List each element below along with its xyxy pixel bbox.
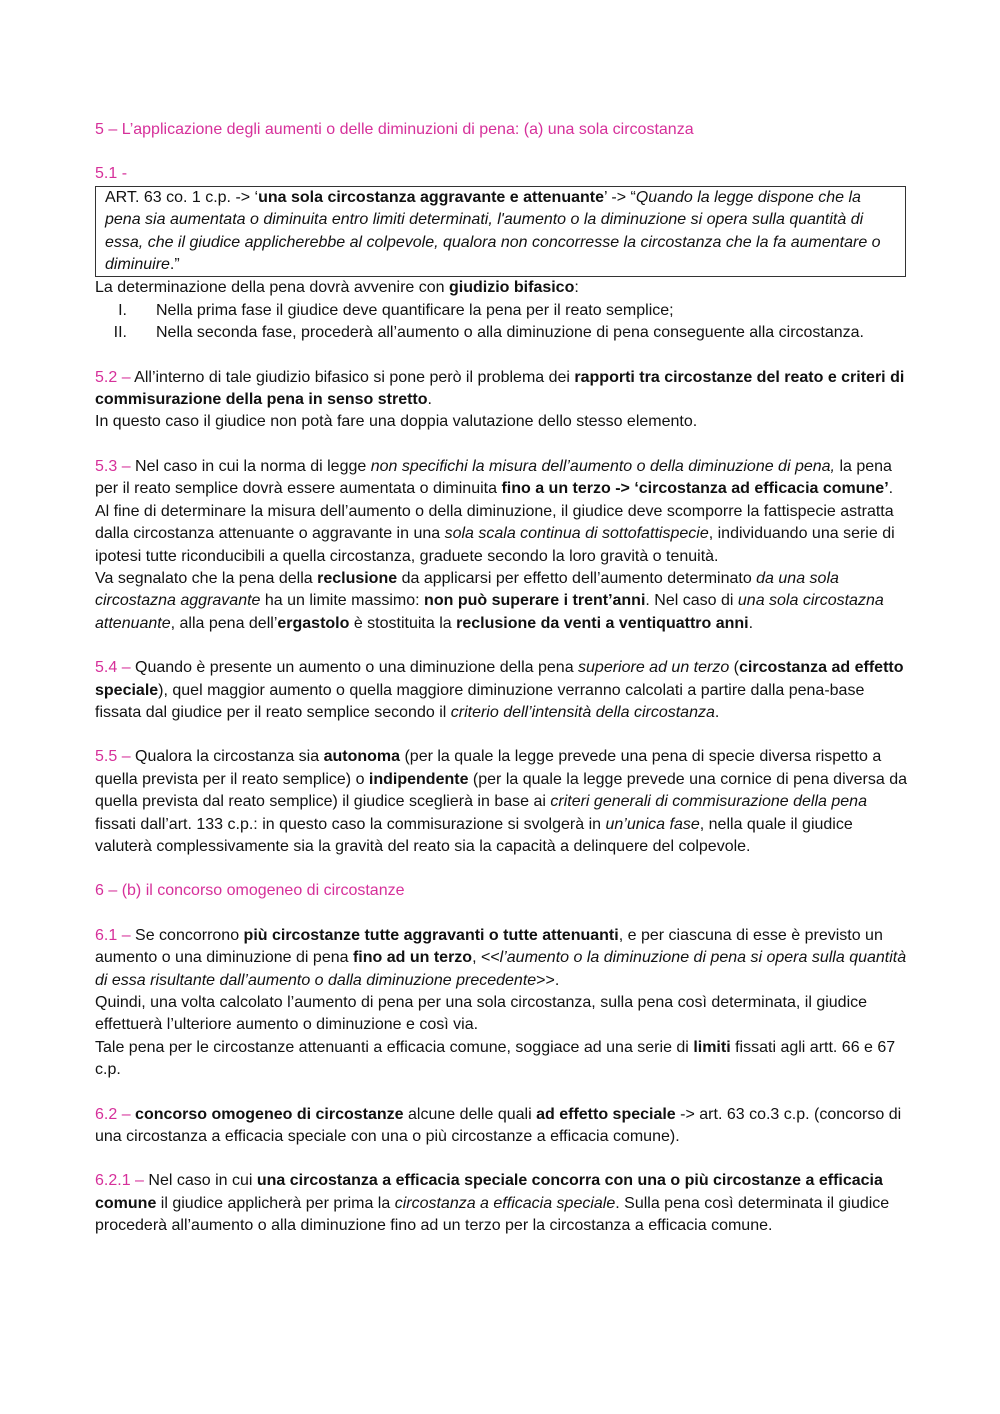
- list-item: I. Nella prima fase il giudice deve quantificare la pena per il reato semplice;: [118, 301, 674, 319]
- bifasico-paragraph: La determinazione della pena dovrà avvenire con giudizio bifasico:: [95, 279, 579, 297]
- box-text: .”: [169, 256, 180, 274]
- section-label: 6.1 –: [95, 926, 131, 944]
- box-bold: una sola circostanza aggravante e attenuante: [258, 188, 604, 206]
- section-6-1-paragraph: 6.1 – Se concorrono più circostanze tutte aggravanti o tutte attenuanti, e per ciascuna di esse è previsto un aumento o una diminuzione di pena fino ad un terzo, <<l’aumento o la diminuzione di pena si opera sulla quantità di essa risultante dall’aumento o dalla diminuzione precedente>>.: [95, 926, 907, 989]
- section-5-3-paragraph: 5.3 – Nel caso in cui la norma di legge non specifichi la misura dell’aumento o della diminuzione di pena, la pena per il reato semplice dovrà essere aumentata o diminuita fino a un terzo -> ‘circostanza ad efficacia comune’.: [95, 457, 894, 498]
- list-item: II. Nella seconda fase, procederà all’aumento o alla diminuzione di pena conseguente alla circostanza.: [113, 324, 864, 342]
- section-5-3-paragraph-2: Al fine di determinare la misura dell’aumento o della diminuzione, il giudice deve scomporre la fattispecie astratta dalla circostanza attenuante o aggravante in una sola scala continua di sottofattispecie, individuando una serie di ipotesi tutte riconducibili a quella circostanza, graduete secondo la loro gravità o tenuità.: [95, 502, 895, 565]
- section-label: 6.2 –: [95, 1105, 131, 1123]
- section-label: 5.3 –: [95, 457, 131, 475]
- section-6-1-paragraph-3: Tale pena per le circostanze attenuanti a efficacia comune, soggiace ad una serie di limiti fissati agli artt. 66 e 67 c.p.: [95, 1038, 896, 1079]
- section-5-3-paragraph-3: Va segnalato che la pena della reclusione da applicarsi per effetto dell’aumento determinato da una sola circostazna aggravante ha un limite massimo: non può superare i trent’anni. Nel caso di una sola circostazna attenuante, alla pena dell’ergastolo è stostituita la reclusione da venti a ventiquattro anni.: [95, 569, 884, 632]
- section-5-heading: 5 – L’applicazione degli aumenti o delle diminuzioni di pena: (a) una sola circostanza: [95, 121, 694, 138]
- section-label: 5.2 –: [95, 368, 131, 386]
- box-text: ’ -> “: [604, 188, 636, 206]
- phase-list: [95, 300, 907, 345]
- section-label: 5.5 –: [95, 748, 131, 766]
- section-6-heading: 6 – (b) il concorso omogeneo di circostanze: [95, 882, 405, 900]
- section-5-5-paragraph: 5.5 – Qualora la circostanza sia autonoma (per la quale la legge prevede una pena di specie diversa rispetto a quella prevista per il reato semplice) o indipendente (per la quale la legge prevede una cornice di pena diversa da quella prevista dal reato semplice) il giudice sceglierà in base ai criteri generali di commisurazione della pena fissati dall’art. 133 c.p.: in questo caso la commisurazione si svolgerà in un’unica fase, nella quale il giudice valuterà complessivamente sia la gravità del reato sia la capacità a delinquere del colpevole.: [95, 748, 907, 855]
- section-label: 5.4 –: [95, 659, 131, 677]
- document-page: [95, 119, 907, 1238]
- box-text: ART. 63 co. 1 c.p. -> ‘: [105, 188, 259, 206]
- section-5-1-label: 5.1 -: [95, 165, 128, 183]
- section-6-2-paragraph: 6.2 – concorso omogeneo di circostanze alcune delle quali ad effetto speciale -> art. 63 co.3 c.p. (concorso di una circostanza a efficacia speciale con una o più circostanze a efficacia comune).: [95, 1105, 902, 1146]
- article-63-box: [95, 186, 906, 278]
- section-6-1-paragraph-2: Quindi, una volta calcolato l’aumento di pena per una sola circostanza, sulla pena così determinata, il giudice effettuerà l’ulteriore aumento o diminuzione e così via.: [95, 994, 868, 1034]
- section-5-2-paragraph-2: In questo caso il giudice non potà fare una doppia valutazione dello stesso elemento.: [95, 413, 698, 431]
- section-5-2-paragraph: 5.2 – All’interno di tale giudizio bifasico si pone però il problema dei rapporti tra circostanze del reato e criteri di commisurazione della pena in senso stretto.: [95, 368, 905, 409]
- section-5-4-paragraph: 5.4 – Quando è presente un aumento o una diminuzione della pena superiore ad un terzo (circostanza ad effetto speciale), quel maggior aumento o quella maggiore diminuzione verranno calcolati a partire dalla pena-base fissata dal giudice per il reato semplice secondo il criterio dell’intensità della circostanza.: [95, 659, 904, 721]
- box-quote: Quando la legge dispone che la pena sia aumentata o diminuita entro limiti determinati, l'aumento o la diminuzione si opera sulla quantità di essa, che il giudice applicherebbe al colpevole, qualora non concorresse la circostanza che la fa aumentare o diminuire: [105, 188, 881, 274]
- section-6-2-1-paragraph: 6.2.1 – Nel caso in cui una circostanza a efficacia speciale concorra con una o più circostanze a efficacia comune il giudice applicherà per prima la circostanza a efficacia speciale. Sulla pena così determinata il giudice procederà all’aumento o alla diminuzione fino ad un terzo per la circostanza a efficacia comune.: [95, 1172, 890, 1235]
- section-label: 6.2.1 –: [95, 1172, 144, 1190]
